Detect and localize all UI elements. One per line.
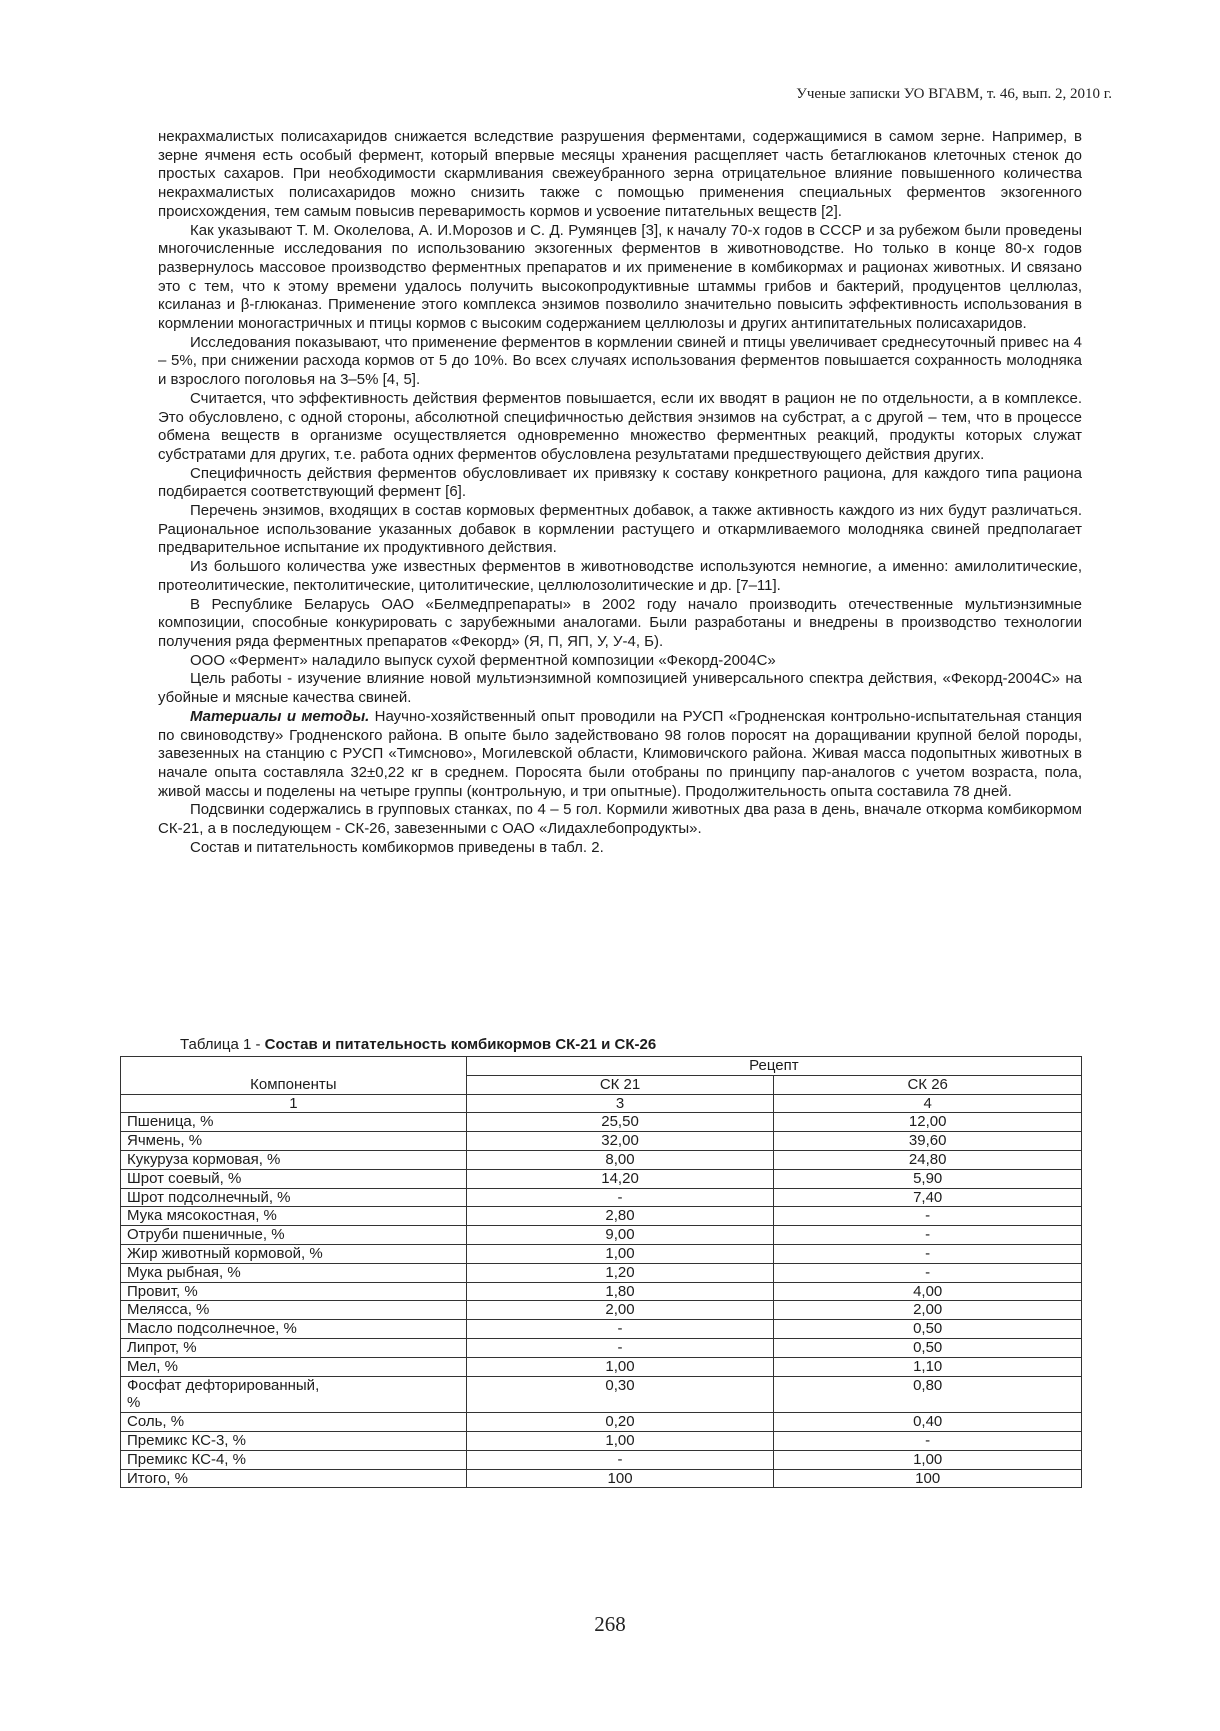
value-sk26: 100: [774, 1469, 1082, 1488]
value-sk26: 0,40: [774, 1413, 1082, 1432]
value-sk26: -: [774, 1431, 1082, 1450]
feed-composition-table: [120, 1056, 1082, 1488]
table-header-row: [121, 1057, 1082, 1076]
value-sk26: 0,50: [774, 1320, 1082, 1339]
table-number-row: [121, 1094, 1082, 1113]
component-name: Масло подсолнечное, %: [121, 1320, 467, 1339]
paragraph-text: Специфичность действия ферментов обусловливает их привязку к составу конкретного рациона, для каждого типа рациона подбирается соответствующий фермент [6].: [158, 464, 1082, 501]
component-name: Провит, %: [121, 1282, 467, 1301]
component-name: Итого, %: [121, 1469, 467, 1488]
table-row: [121, 1207, 1082, 1226]
paragraph: [158, 708, 1082, 802]
component-name: [121, 1376, 467, 1413]
header-sk21: СК 21: [466, 1075, 774, 1094]
component-name-text: Фосфат дефторированный, %: [127, 1376, 320, 1412]
value-sk26: 24,80: [774, 1150, 1082, 1169]
running-header: Ученые записки УО ВГАВМ, т. 46, вып. 2, 2010 г.: [796, 86, 1112, 102]
value-sk26: -: [774, 1226, 1082, 1245]
value-sk21: -: [466, 1320, 774, 1339]
value-sk26: 1,10: [774, 1357, 1082, 1376]
table-row: [121, 1357, 1082, 1376]
section-lead: Материалы и методы.: [190, 707, 370, 725]
component-name: Шрот соевый, %: [121, 1169, 467, 1188]
value-sk21: 1,00: [466, 1431, 774, 1450]
value-sk21: 14,20: [466, 1169, 774, 1188]
column-number-4: 4: [774, 1094, 1082, 1113]
paragraph: [158, 334, 1082, 390]
paragraph-text: Перечень энзимов, входящих в состав кормовых ферментных добавок, а также активность каждого из них будут различаться. Рациональное использование указанных добавок в кормлении растущего и откармливаемого молодняка свиней предполагает предварительное испытание их продуктивного действия.: [158, 502, 1082, 557]
value-sk26: -: [774, 1207, 1082, 1226]
table-row: [121, 1320, 1082, 1339]
table-row: [121, 1282, 1082, 1301]
value-sk26: 2,00: [774, 1301, 1082, 1320]
value-sk21: 1,80: [466, 1282, 774, 1301]
column-number-1: 1: [121, 1094, 467, 1113]
table-row: [121, 1169, 1082, 1188]
component-name: Кукуруза кормовая, %: [121, 1150, 467, 1169]
header-sk26: СК 26: [774, 1075, 1082, 1094]
table-row: [121, 1413, 1082, 1432]
value-sk26: -: [774, 1244, 1082, 1263]
table-row: [121, 1338, 1082, 1357]
paragraph-text: некрахмалистых полисахаридов снижается вследствие разрушения ферментами, содержащимися в самом зерне. Например, в зерне ячменя есть особый фермент, который впервые месяцы хранения расщепляет часть бетаглюканов клеточных стенок до простых сахаров. При необходимости скармливания свежеубранного зерна отрицательное влияние повышенного количества некрахмалистых полисахаридов можно снизить также с помощью применения специальных ферментов экзогенного происхождения, тем самым повысив переваримость кормов и усвоение питательных веществ [2].: [158, 128, 1082, 220]
value-sk26: 39,60: [774, 1132, 1082, 1151]
component-name: Шрот подсолнечный, %: [121, 1188, 467, 1207]
paragraph: [158, 652, 1082, 671]
table-body: [121, 1113, 1082, 1488]
table-row: [121, 1431, 1082, 1450]
table-row: [121, 1188, 1082, 1207]
component-name: Мелясса, %: [121, 1301, 467, 1320]
paragraph-text: Состав и питательность комбикормов приведены в табл. 2.: [190, 838, 604, 856]
value-sk26: -: [774, 1263, 1082, 1282]
value-sk21: 1,20: [466, 1263, 774, 1282]
component-name: Пшеница, %: [121, 1113, 467, 1132]
table-row: [121, 1469, 1082, 1488]
value-sk26: 7,40: [774, 1188, 1082, 1207]
table-caption-label: Таблица 1 -: [180, 1036, 265, 1053]
paragraph-text: Из большого количества уже известных ферментов в животноводстве используются немногие, а именно: амилолитические, протеолитические, пектолитические, цитолитические, целлюлозолитические и др. [7–11].: [158, 558, 1082, 594]
value-sk21: 8,00: [466, 1150, 774, 1169]
component-name: Премикс КС-3, %: [121, 1431, 467, 1450]
value-sk26: 5,90: [774, 1169, 1082, 1188]
value-sk21: 1,00: [466, 1244, 774, 1263]
value-sk21: -: [466, 1188, 774, 1207]
paragraph: [158, 222, 1082, 334]
value-sk21: 25,50: [466, 1113, 774, 1132]
value-sk26: 12,00: [774, 1113, 1082, 1132]
value-sk26: 4,00: [774, 1282, 1082, 1301]
table-row: [121, 1226, 1082, 1245]
component-name: Липрот, %: [121, 1338, 467, 1357]
component-name: Мел, %: [121, 1357, 467, 1376]
paragraph-text: Научно-хозяйственный опыт проводили на РУСП «Гродненская контрольно-испытательная станция по свиноводству» Гродненского района. В опыте было задействовано 98 голов поросят на доращивании крупной белой породы, завезенных на станцию с РУСП «Тимсново», Могилевской области, Климовичского района. Живая масса подопытных животных в начале опыта составляла 32±0,22 кг в среднем. Поросята были отобраны по принципу пар-аналогов с учетом возраста, пола, живой массы и поделены на четыре группы (контрольную, и три опытные). Продолжительность опыта составила 78 дней.: [158, 707, 1082, 800]
table-caption: [180, 1036, 656, 1053]
paragraph-text: Как указывают Т. М. Околелова, А. И.Морозов и С. Д. Румянцев [3], к началу 70-х годов в СССР и за рубежом были проведены многочисленные исследования по использованию экзогенных ферментов в животноводстве. Но только в конце 80-х годов развернулось массовое производство ферментных препаратов и их применение в комбикормах и рационах животных. И связано это с тем, что к этому времени удалось получить высокопродуктивные штаммы грибов и бактерий, продуцентов целлюлаз, ксиланаз и β-глюканаз. Применение этого комплекса энзимов позволило значительно повысить эффективность использования в кормлении моногастричных и птицы кормов с высоким содержанием целлюлозы и других антипитательных полисахаридов.: [158, 221, 1082, 333]
header-components: Компоненты: [121, 1057, 467, 1095]
table-row: [121, 1376, 1082, 1413]
paragraph: [158, 558, 1082, 595]
table-row: [121, 1244, 1082, 1263]
value-sk21: -: [466, 1450, 774, 1469]
paragraph-text: Цель работы - изучение влияние новой мультиэнзимной композицией универсального спектра действия, «Фекорд-2004С» на убойные и мясные качества свиней.: [158, 670, 1082, 707]
paragraph: [158, 670, 1082, 707]
value-sk26: 0,80: [774, 1376, 1082, 1413]
value-sk21: 0,30: [466, 1376, 774, 1413]
header-recipe: Рецепт: [466, 1057, 1081, 1076]
table-row: [121, 1301, 1082, 1320]
paragraph: [158, 839, 1082, 858]
value-sk21: 9,00: [466, 1226, 774, 1245]
component-name: Мука рыбная, %: [121, 1263, 467, 1282]
paragraph-text: Подсвинки содержались в групповых станках, по 4 – 5 гол. Кормили животных два раза в день, вначале откорма комбикормом СК-21, а в последующем - СК-26, завезенными с ОАО «Лидахлебопродукты».: [158, 801, 1082, 838]
paragraph-text: Исследования показывают, что применение ферментов в кормлении свиней и птицы увеличивает среднесуточный привес на 4 – 5%, при снижении расхода кормов от 5 до 10%. Во всех случаях использования ферментов повышается сохранность молодняка и взрослого поголовья на 3–5% [4, 5].: [158, 333, 1082, 389]
value-sk21: 0,20: [466, 1413, 774, 1432]
value-sk21: 100: [466, 1469, 774, 1488]
paragraph: [158, 596, 1082, 652]
value-sk21: 1,00: [466, 1357, 774, 1376]
body-text: [158, 128, 1082, 857]
table-row: [121, 1450, 1082, 1469]
paragraph-text: ООО «Фермент» наладило выпуск сухой ферментной композиции «Фекорд-2004С»: [190, 651, 776, 669]
value-sk26: 0,50: [774, 1338, 1082, 1357]
page-number: 268: [594, 1612, 626, 1636]
component-name: Отруби пшеничные, %: [121, 1226, 467, 1245]
value-sk21: -: [466, 1338, 774, 1357]
component-name: Мука мясокостная, %: [121, 1207, 467, 1226]
table-row: [121, 1263, 1082, 1282]
paragraph: [158, 502, 1082, 558]
table-row: [121, 1113, 1082, 1132]
table-row: [121, 1132, 1082, 1151]
value-sk21: 32,00: [466, 1132, 774, 1151]
value-sk21: 2,00: [466, 1301, 774, 1320]
table-caption-title: Состав и питательность комбикормов СК-21 и СК-26: [264, 1036, 657, 1053]
paragraph: [158, 801, 1082, 838]
component-name: Премикс КС-4, %: [121, 1450, 467, 1469]
column-number-3: 3: [466, 1094, 774, 1113]
value-sk21: 2,80: [466, 1207, 774, 1226]
component-name: Соль, %: [121, 1413, 467, 1432]
component-name: Ячмень, %: [121, 1132, 467, 1151]
value-sk26: 1,00: [774, 1450, 1082, 1469]
paragraph: [158, 390, 1082, 465]
paragraph: [158, 128, 1082, 222]
table-row: [121, 1150, 1082, 1169]
paragraph-text: В Республике Беларусь ОАО «Белмедпрепараты» в 2002 году начало производить отечественные мультиэнзимные композиции, способные конкурировать с зарубежными аналогами. Были разработаны и внедрены в производство технологии получения ряда ферментных препаратов «Фекорд» (Я, П, ЯП, У, У-4, Б).: [158, 595, 1082, 650]
paragraph-text: Считается, что эффективность действия ферментов повышается, если их вводят в рацион не по отдельности, а в комплексе. Это обусловлено, с одной стороны, абсолютной специфичностью действия энзимов на субстрат, а с другой – тем, что в процессе обмена веществ в организме осуществляется одновременно множество ферментных реакций, продукты которых служат субстратами для других, т.е. работа одних ферментов обусловлена результатами предшествующего действия других.: [158, 389, 1082, 463]
component-name: Жир животный кормовой, %: [121, 1244, 467, 1263]
paragraph: [158, 465, 1082, 502]
